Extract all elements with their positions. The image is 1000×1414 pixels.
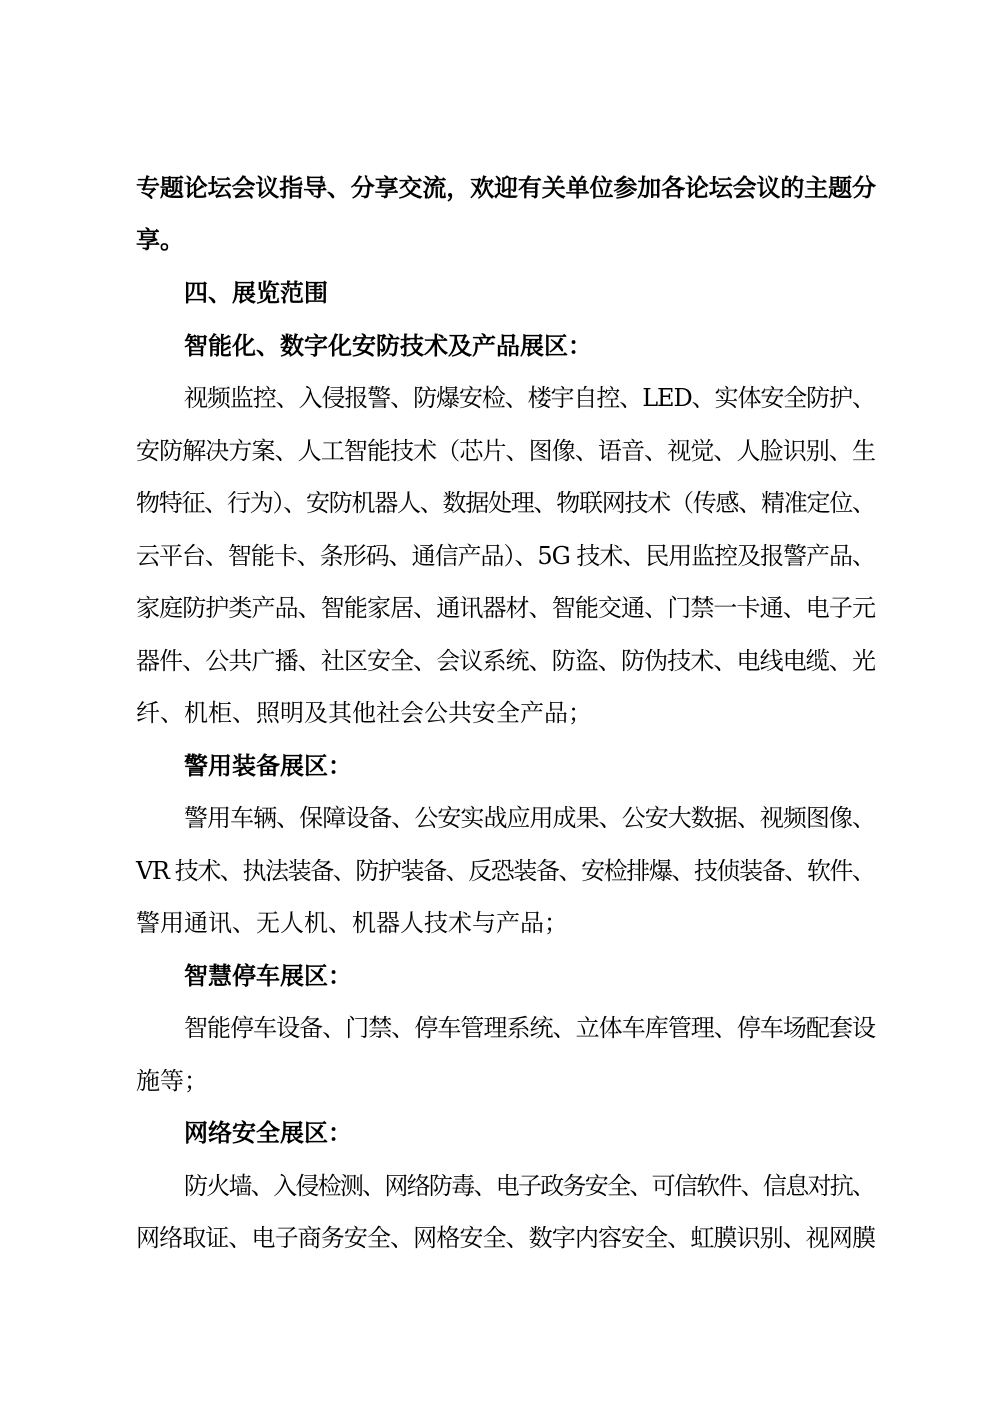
subsection-heading — [0, 956, 1000, 996]
text-line — [0, 1166, 1000, 1206]
text-line — [0, 378, 1000, 418]
section-heading — [0, 273, 1000, 313]
text-line — [0, 641, 1000, 681]
line-text: 网络取证、电子商务安全、网格安全、数字内容安全、虹膜识别、视网膜 — [136, 1224, 876, 1252]
text-line — [0, 431, 1000, 471]
text-line — [0, 536, 1000, 576]
line-text: 纤、机柜、照明及其他社会公共安全产品； — [136, 699, 592, 727]
line-text: 施等； — [136, 1067, 208, 1095]
line-text: 防火墙、入侵检测、网络防毒、电子政务安全、可信软件、信息对抗、 — [184, 1172, 875, 1200]
line-text: 专题论坛会议指导、分享交流，欢迎有关单位参加各论坛会议的主题分 — [136, 174, 876, 202]
line-text: VR 技术、执法装备、防护装备、反恐装备、安检排爆、技侦装备、软件、 — [136, 857, 875, 885]
line-text: 器件、公共广播、社区安全、会议系统、防盗、防伪技术、电线电缆、光 — [136, 647, 876, 675]
text-line — [0, 693, 1000, 733]
line-text: 智慧停车展区： — [184, 962, 352, 990]
line-text: 四、展览范围 — [184, 279, 328, 307]
text-line — [0, 588, 1000, 628]
line-text: 警用装备展区： — [184, 752, 352, 780]
text-line — [0, 220, 1000, 260]
line-text: 安防解决方案、人工智能技术（芯片、图像、语音、视觉、人脸识别、生 — [136, 437, 876, 465]
text-line — [0, 851, 1000, 891]
subsection-heading — [0, 1113, 1000, 1153]
line-text: 警用通讯、无人机、机器人技术与产品； — [136, 909, 568, 937]
line-text: 智能化、数字化安防技术及产品展区： — [184, 332, 592, 360]
text-line — [0, 903, 1000, 943]
subsection-heading — [0, 326, 1000, 366]
text-line — [0, 1008, 1000, 1048]
line-text: 警用车辆、保障设备、公安实战应用成果、公安大数据、视频图像、 — [184, 804, 876, 832]
line-text: 云平台、智能卡、条形码、通信产品）、5G 技术、民用监控及报警产品、 — [136, 542, 875, 570]
line-text: 视频监控、入侵报警、防爆安检、楼宇自控、LED、实体安全防护、 — [184, 384, 875, 412]
line-text: 智能停车设备、门禁、停车管理系统、立体车库管理、停车场配套设 — [184, 1014, 876, 1042]
text-line — [0, 168, 1000, 208]
subsection-heading — [0, 746, 1000, 786]
line-text: 物特征、行为）、安防机器人、数据处理、物联网技术（传感、精准定位、 — [136, 489, 875, 517]
line-text: 网络安全展区： — [184, 1119, 352, 1147]
text-line — [0, 1218, 1000, 1258]
line-text: 家庭防护类产品、智能家居、通讯器材、智能交通、门禁一卡通、电子元 — [136, 594, 876, 622]
line-text: 享。 — [136, 226, 184, 254]
text-line — [0, 798, 1000, 838]
text-line — [0, 483, 1000, 523]
text-line — [0, 1061, 1000, 1101]
